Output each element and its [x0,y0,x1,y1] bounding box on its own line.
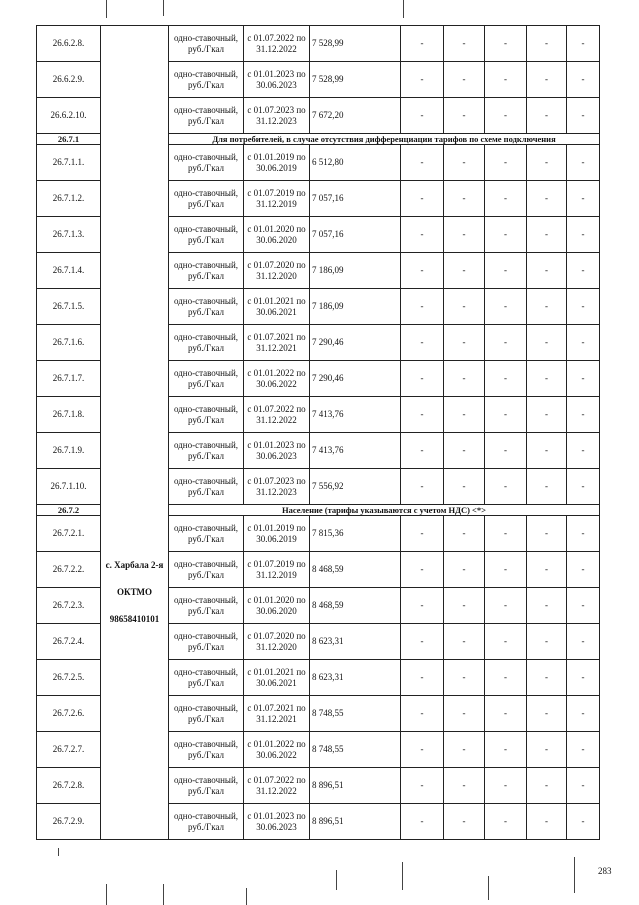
tariff-price: 8 623,31 [310,660,401,696]
empty-value: - [444,732,485,768]
period-from: с 01.07.2020 по [247,630,306,641]
period-from: с 01.01.2023 по [247,810,306,821]
period-from: с 01.07.2022 по [247,32,306,43]
empty-value: - [485,181,527,217]
item-code: 26.7.2.4. [37,624,101,660]
empty-value: - [444,26,485,62]
tariff-period [244,588,310,624]
empty-value: - [401,325,444,361]
tariff-unit: одно-ставочный, руб./Гкал [169,397,244,433]
item-code: 26.7.1.3. [37,217,101,253]
empty-value: - [401,552,444,588]
empty-value: - [527,660,567,696]
empty-value: - [485,217,527,253]
tariff-price: 8 468,59 [310,552,401,588]
empty-value: - [527,325,567,361]
tariff-price: 7 057,16 [310,217,401,253]
empty-value: - [485,624,527,660]
empty-value: - [527,804,567,840]
item-code: 26.7.2.2. [37,552,101,588]
empty-value: - [527,289,567,325]
empty-value: - [567,397,600,433]
tariff-period [244,26,310,62]
tariff-period [244,181,310,217]
item-code: 26.7.2.9. [37,804,101,840]
empty-value: - [444,397,485,433]
period-from: с 01.01.2019 по [247,151,306,162]
tariff-period [244,145,310,181]
section-code: 26.7.1 [37,134,101,145]
empty-value: - [567,325,600,361]
empty-value: - [444,433,485,469]
empty-value: - [527,732,567,768]
table-row [37,26,600,62]
empty-value: - [444,145,485,181]
empty-value: - [485,361,527,397]
empty-value: - [401,588,444,624]
empty-value: - [444,217,485,253]
period-from: с 01.01.2022 по [247,367,306,378]
scan-line [163,0,164,16]
empty-value: - [527,181,567,217]
empty-value: - [527,361,567,397]
empty-value: - [401,217,444,253]
empty-value: - [485,325,527,361]
empty-value: - [567,516,600,552]
tariff-unit: одно-ставочный, руб./Гкал [169,181,244,217]
period-to: 31.12.2021 [256,713,297,724]
empty-value: - [444,98,485,134]
empty-value: - [444,181,485,217]
tariff-price: 7 057,16 [310,181,401,217]
locality-cell [101,26,169,840]
empty-value: - [401,804,444,840]
tariff-price: 7 186,09 [310,253,401,289]
locality-name: с. Харбала 2-я [105,560,164,570]
tariff-period [244,552,310,588]
empty-value: - [485,62,527,98]
tariff-price: 7 186,09 [310,289,401,325]
empty-value: - [444,325,485,361]
tariff-period [244,433,310,469]
empty-value: - [401,62,444,98]
empty-value: - [527,145,567,181]
tariff-period [244,768,310,804]
empty-value: - [401,433,444,469]
page-number: 283 [598,866,612,876]
tariff-price: 7 290,46 [310,361,401,397]
tariff-unit: одно-ставочный, руб./Гкал [169,768,244,804]
locality-block [103,560,166,625]
empty-value: - [444,624,485,660]
item-code: 26.7.1.4. [37,253,101,289]
scan-line [574,857,575,893]
empty-value: - [527,516,567,552]
empty-value: - [485,98,527,134]
empty-value: - [567,26,600,62]
empty-value: - [527,696,567,732]
empty-value: - [401,397,444,433]
period-from: с 01.01.2022 по [247,738,306,749]
empty-value: - [527,62,567,98]
period-to: 30.06.2022 [256,749,297,760]
tariff-unit: одно-ставочный, руб./Гкал [169,624,244,660]
scan-line [58,848,59,856]
tariff-price: 8 748,55 [310,732,401,768]
item-code: 26.6.2.8. [37,26,101,62]
empty-value: - [485,732,527,768]
scan-line [246,888,247,905]
item-code: 26.7.2.1. [37,516,101,552]
period-to: 31.12.2022 [256,43,297,54]
item-code: 26.7.1.5. [37,289,101,325]
tariff-price: 8 468,59 [310,588,401,624]
tariff-unit: одно-ставочный, руб./Гкал [169,62,244,98]
period-to: 31.12.2022 [256,414,297,425]
empty-value: - [444,588,485,624]
empty-value: - [527,433,567,469]
period-from: с 01.01.2023 по [247,68,306,79]
period-from: с 01.01.2020 по [247,594,306,605]
tariff-period [244,804,310,840]
empty-value: - [401,660,444,696]
empty-value: - [485,696,527,732]
period-to: 31.12.2020 [256,270,297,281]
empty-value: - [401,181,444,217]
empty-value: - [401,145,444,181]
empty-value: - [485,26,527,62]
tariff-unit: одно-ставочный, руб./Гкал [169,98,244,134]
empty-value: - [567,469,600,505]
oktmo-label: ОКТМО [117,587,152,597]
tariff-unit: одно-ставочный, руб./Гкал [169,696,244,732]
period-from: с 01.07.2023 по [247,104,306,115]
empty-value: - [401,768,444,804]
item-code: 26.6.2.10. [37,98,101,134]
empty-value: - [401,516,444,552]
tariff-unit: одно-ставочный, руб./Гкал [169,325,244,361]
period-to: 30.06.2023 [256,79,297,90]
tariff-price: 8 748,55 [310,696,401,732]
period-to: 31.12.2023 [256,115,297,126]
empty-value: - [401,732,444,768]
empty-value: - [401,289,444,325]
period-to: 30.06.2021 [256,306,297,317]
section-code: 26.7.2 [37,505,101,516]
tariff-period [244,217,310,253]
period-from: с 01.01.2023 по [247,439,306,450]
tariff-period [244,469,310,505]
empty-value: - [527,26,567,62]
empty-value: - [485,433,527,469]
tariff-period [244,696,310,732]
period-to: 30.06.2023 [256,450,297,461]
item-code: 26.7.2.6. [37,696,101,732]
period-from: с 01.07.2021 по [247,331,306,342]
empty-value: - [444,253,485,289]
period-from: с 01.07.2019 по [247,558,306,569]
period-to: 31.12.2020 [256,641,297,652]
tariff-unit: одно-ставочный, руб./Гкал [169,588,244,624]
empty-value: - [444,660,485,696]
empty-value: - [527,768,567,804]
tariff-price: 8 896,51 [310,804,401,840]
empty-value: - [485,253,527,289]
period-from: с 01.01.2021 по [247,295,306,306]
tariff-unit: одно-ставочный, руб./Гкал [169,26,244,62]
tariff-price: 8 623,31 [310,624,401,660]
period-from: с 01.07.2022 по [247,403,306,414]
period-to: 31.12.2023 [256,486,297,497]
tariff-period [244,516,310,552]
period-to: 31.12.2019 [256,569,297,580]
period-from: с 01.07.2020 по [247,259,306,270]
empty-value: - [401,253,444,289]
tariff-period [244,253,310,289]
empty-value: - [567,181,600,217]
empty-value: - [527,217,567,253]
scan-line [403,0,404,18]
empty-value: - [567,768,600,804]
tariff-period [244,289,310,325]
tariff-unit: одно-ставочный, руб./Гкал [169,804,244,840]
empty-value: - [527,469,567,505]
empty-value: - [401,624,444,660]
empty-value: - [527,397,567,433]
tariff-unit: одно-ставочный, руб./Гкал [169,217,244,253]
tariff-price: 7 528,99 [310,26,401,62]
empty-value: - [444,696,485,732]
empty-value: - [485,588,527,624]
empty-value: - [485,804,527,840]
period-to: 30.06.2019 [256,533,297,544]
item-code: 26.7.1.8. [37,397,101,433]
tariff-price: 7 290,46 [310,325,401,361]
tariff-unit: одно-ставочный, руб./Гкал [169,469,244,505]
scan-line [336,870,337,890]
empty-value: - [567,289,600,325]
empty-value: - [527,588,567,624]
empty-value: - [485,552,527,588]
item-code: 26.7.2.3. [37,588,101,624]
tariff-period [244,361,310,397]
empty-value: - [567,433,600,469]
empty-value: - [567,552,600,588]
period-from: с 01.01.2020 по [247,223,306,234]
item-code: 26.7.1.10. [37,469,101,505]
section-label: Для потребителей, в случае отсутствия дифференциации тарифов по схеме подключения [169,134,600,145]
item-code: 26.7.1.2. [37,181,101,217]
empty-value: - [444,361,485,397]
tariff-price: 8 896,51 [310,768,401,804]
period-from: с 01.07.2022 по [247,774,306,785]
period-to: 30.06.2019 [256,162,297,173]
tariff-price: 7 528,99 [310,62,401,98]
empty-value: - [567,588,600,624]
empty-value: - [485,469,527,505]
period-from: с 01.07.2023 по [247,475,306,486]
scan-line [488,876,489,900]
item-code: 26.6.2.9. [37,62,101,98]
item-code: 26.7.2.8. [37,768,101,804]
period-to: 30.06.2022 [256,378,297,389]
period-from: с 01.01.2021 по [247,666,306,677]
tariff-period [244,325,310,361]
empty-value: - [485,768,527,804]
empty-value: - [444,516,485,552]
oktmo-code: 98658410101 [109,614,160,624]
empty-value: - [485,516,527,552]
item-code: 26.7.2.7. [37,732,101,768]
empty-value: - [401,696,444,732]
tariff-period [244,624,310,660]
scan-line [106,0,107,18]
scan-line [163,884,164,905]
empty-value: - [567,804,600,840]
tariff-unit: одно-ставочный, руб./Гкал [169,361,244,397]
period-to: 31.12.2019 [256,198,297,209]
empty-value: - [567,62,600,98]
tariff-unit: одно-ставочный, руб./Гкал [169,732,244,768]
tariff-unit: одно-ставочный, руб./Гкал [169,433,244,469]
section-label: Население (тарифы указываются с учетом НДС) <*> [169,505,600,516]
empty-value: - [401,98,444,134]
tariff-table [36,25,600,840]
empty-value: - [401,361,444,397]
empty-value: - [485,660,527,696]
item-code: 26.7.1.1. [37,145,101,181]
scan-line [106,884,107,905]
tariff-unit: одно-ставочный, руб./Гкал [169,660,244,696]
empty-value: - [444,552,485,588]
empty-value: - [401,469,444,505]
empty-value: - [567,145,600,181]
scan-line [402,862,403,890]
empty-value: - [527,552,567,588]
empty-value: - [567,660,600,696]
tariff-price: 7 413,76 [310,397,401,433]
period-to: 30.06.2021 [256,677,297,688]
empty-value: - [444,469,485,505]
tariff-period [244,660,310,696]
tariff-price: 7 815,36 [310,516,401,552]
period-from: с 01.07.2021 по [247,702,306,713]
period-from: с 01.01.2019 по [247,522,306,533]
tariff-unit: одно-ставочный, руб./Гкал [169,516,244,552]
empty-value: - [567,696,600,732]
item-code: 26.7.1.7. [37,361,101,397]
empty-value: - [444,289,485,325]
tariff-price: 6 512,80 [310,145,401,181]
period-from: с 01.07.2019 по [247,187,306,198]
tariff-unit: одно-ставочный, руб./Гкал [169,289,244,325]
empty-value: - [567,361,600,397]
tariff-price: 7 556,92 [310,469,401,505]
empty-value: - [485,145,527,181]
empty-value: - [444,804,485,840]
period-to: 30.06.2020 [256,605,297,616]
empty-value: - [485,289,527,325]
item-code: 26.7.1.6. [37,325,101,361]
period-to: 30.06.2020 [256,234,297,245]
empty-value: - [444,768,485,804]
empty-value: - [567,732,600,768]
tariff-period [244,62,310,98]
empty-value: - [567,624,600,660]
tariff-price: 7 672,20 [310,98,401,134]
tariff-unit: одно-ставочный, руб./Гкал [169,145,244,181]
period-to: 30.06.2023 [256,821,297,832]
empty-value: - [485,397,527,433]
empty-value: - [401,26,444,62]
tariff-price: 7 413,76 [310,433,401,469]
tariff-unit: одно-ставочный, руб./Гкал [169,552,244,588]
item-code: 26.7.1.9. [37,433,101,469]
empty-value: - [567,253,600,289]
tariff-unit: одно-ставочный, руб./Гкал [169,253,244,289]
empty-value: - [444,62,485,98]
item-code: 26.7.2.5. [37,660,101,696]
tariff-period [244,732,310,768]
tariff-period [244,397,310,433]
tariff-period [244,98,310,134]
empty-value: - [527,98,567,134]
empty-value: - [527,253,567,289]
empty-value: - [527,624,567,660]
empty-value: - [567,98,600,134]
table-body [37,26,600,840]
period-to: 31.12.2022 [256,785,297,796]
period-to: 31.12.2021 [256,342,297,353]
empty-value: - [567,217,600,253]
